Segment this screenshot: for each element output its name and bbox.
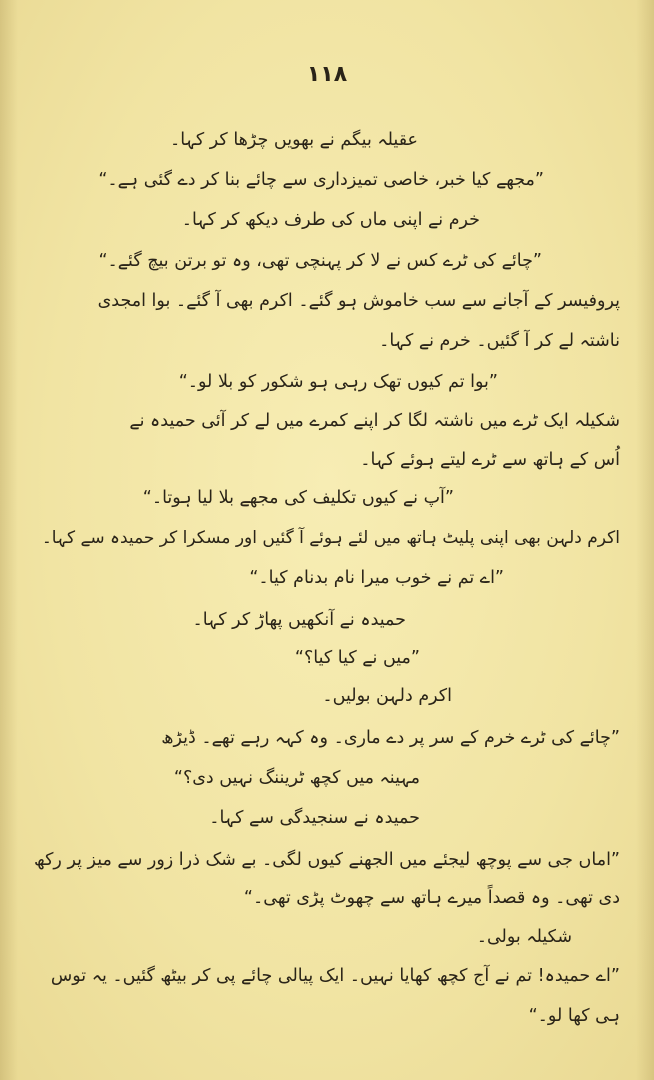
text-line: مہینہ میں کچھ ٹریننگ نہیں دی؟“ [173, 768, 420, 788]
text-line: حمیدہ نے سنجیدگی سے کہا۔ [209, 808, 420, 828]
text-line: ”بوا تم کیوں تھک رہی ہو شکور کو بلا لو۔“ [178, 372, 498, 392]
text-line: شکیلہ بولی۔ [476, 927, 572, 947]
text-line: حمیدہ نے آنکھیں پھاڑ کر کہا۔ [192, 610, 406, 630]
text-line: ”اے تم نے خوب میرا نام بدنام کیا۔“ [249, 568, 504, 588]
text-line: شکیلہ ایک ٹرے میں ناشتہ لگا کر اپنے کمرے میں لے کر آئی حمیدہ نے [129, 411, 620, 431]
text-line: ”چائے کی ٹرے کس نے لا کر پہنچی تھی، وہ تو برتن بیچ گئے۔“ [98, 251, 542, 271]
page-edge-shadow-right [636, 0, 654, 1080]
text-line: اُس کے ہاتھ سے ٹرے لیتے ہوئے کہا۔ [360, 450, 620, 470]
text-line: ”چائے کی ٹرے خرم کے سر پر دے ماری۔ وہ کہہ رہے تھے۔ ڈیڑھ [161, 728, 620, 748]
text-line: ”میں نے کیا کیا؟“ [294, 648, 420, 668]
text-line: ”اماں جی سے پوچھ لیجئے میں الجھنے کیوں لگی۔ بے شک ذرا زور سے میز پر رکھ [34, 850, 620, 870]
text-line: پروفیسر کے آجانے سے سب خاموش ہو گئے۔ اکرم بھی آ گئے۔ بوا امجدی [97, 291, 620, 311]
text-line: عقیلہ بیگم نے بھویں چڑھا کر کہا۔ [170, 130, 418, 150]
text-line: اکرم دلہن بھی اپنی پلیٹ ہاتھ میں لئے ہوئے آ گئیں اور مسکرا کر حمیدہ سے کہا۔ [41, 528, 620, 548]
page-number: ١١٨ [306, 62, 348, 87]
text-line: ہی کھا لو۔“ [528, 1006, 620, 1026]
text-line: دی تھی۔ وہ قصداً میرے ہاتھ سے چھوٹ پڑی تھی۔“ [243, 888, 620, 908]
text-line: ناشتہ لے کر آ گئیں۔ خرم نے کہا۔ [379, 331, 620, 351]
text-line: ”اے حمیدہ! تم نے آج کچھ کھایا نہیں۔ ایک پیالی چائے پی کر بیٹھ گئیں۔ یہ توس [50, 966, 620, 986]
text-line: اکرم دلہن بولیں۔ [322, 686, 452, 706]
text-line: خرم نے اپنی ماں کی طرف دیکھ کر کہا۔ [181, 210, 480, 230]
page-edge-shadow-left [0, 0, 18, 1080]
text-line: ”مجھے کیا خبر، خاصی تمیزداری سے چائے بنا کر دے گئی ہے۔“ [98, 170, 544, 190]
text-line: ”آپ نے کیوں تکلیف کی مجھے بلا لیا ہوتا۔“ [142, 488, 454, 508]
